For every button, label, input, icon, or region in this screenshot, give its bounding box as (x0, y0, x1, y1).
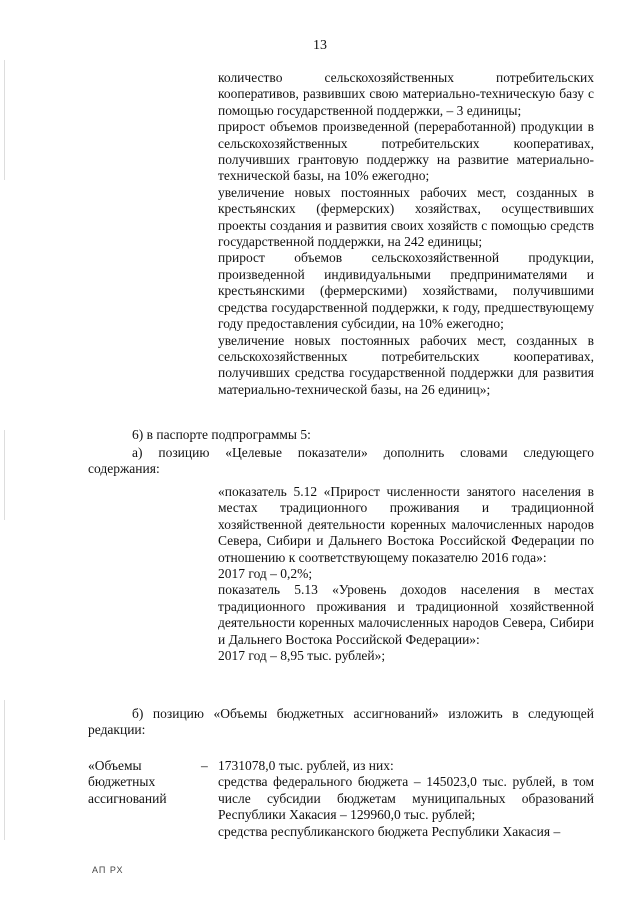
indicator-paragraph: увеличение новых постоянных рабочих мест, созданных в сельскохозяйственных потребительских кооперативах, получивших средства государственной поддержки для развития материально-технической базы, на 26 единиц»; (218, 332, 594, 397)
page-number: 13 (313, 38, 327, 53)
budget-label-line: бюджетных (88, 774, 156, 790)
budget-label-line: «Объемы (88, 758, 142, 773)
budget-dash: – (201, 758, 208, 773)
quote-block (218, 484, 594, 664)
indicator-paragraph: прирост объемов сельскохозяйственной продукции, произведенной индивидуальными предпринимателями и крестьянскими (фермерскими) хозяйствами, получившими средства государственной поддержки, к году, предшествующему году предоставления субсидии, на 10% ежегодно; (218, 250, 594, 332)
indicator-paragraph: прирост объемов произведенной (переработанной) продукции в сельскохозяйственных потребительских кооперативах, получивших грантовую поддержку на развитие материально-технической базы, на 10% ежегодно; (218, 119, 594, 184)
indicator-paragraph: количество сельскохозяйственных потребительских кооперативов, развивших свою материально-техническую базу с помощью государственной поддержки, – 3 единицы; (218, 70, 594, 118)
budget-line: средства федерального бюджета – 145023,0 тыс. рублей, в том числе субсидии бюджетам муниципальных образований Республики Хакасия – 129960,0 тыс. рублей; (218, 774, 594, 823)
item-a-paragraph: а) позицию «Целевые показатели» дополнить словами следующего содержания: (88, 445, 594, 477)
quote-paragraph: показатель 5.13 «Уровень доходов населения в местах традиционного проживания и традиционной хозяйственной деятельности коренных малочисленных народов Севера, Сибири и Дальнего Востока Российской Федерации»: (218, 582, 594, 647)
budget-label (88, 758, 198, 807)
scan-edge-mark (4, 60, 5, 180)
indicator-paragraph: увеличение новых постоянных рабочих мест, созданных в крестьянских (фермерских) хозяйствах, осуществивших проекты создания и развития своих хозяйств с помощью средств государственной поддержки, на 242 единицы; (218, 184, 594, 250)
budget-label-line: ассигнований (88, 790, 167, 806)
indicators-block (218, 70, 594, 398)
scan-edge-mark (4, 430, 5, 520)
quote-paragraph: «показатель 5.12 «Прирост численности занятого населения в местах традиционного проживания и традиционной хозяйственной деятельности коренных малочисленных народов Севера, Сибири и Дальнего Востока Российской Федерации по отношению к соответствующему показателю 2016 года»: (218, 484, 594, 565)
footer-mark: АП РХ (92, 865, 124, 875)
quote-paragraph: 2017 год – 8,95 тыс. рублей»; (218, 648, 386, 664)
item-6-heading: 6) в паспорте подпрограммы 5: (132, 427, 311, 442)
scan-edge-mark (4, 700, 5, 840)
budget-block (218, 758, 594, 840)
budget-line: средства республиканского бюджета Республики Хакасия – (218, 823, 561, 839)
budget-line: 1731078,0 тыс. рублей, из них: (218, 758, 394, 773)
item-b-paragraph: б) позицию «Объемы бюджетных ассигнований» изложить в следующей редакции: (88, 706, 594, 738)
quote-paragraph: 2017 год – 0,2%; (218, 566, 313, 582)
